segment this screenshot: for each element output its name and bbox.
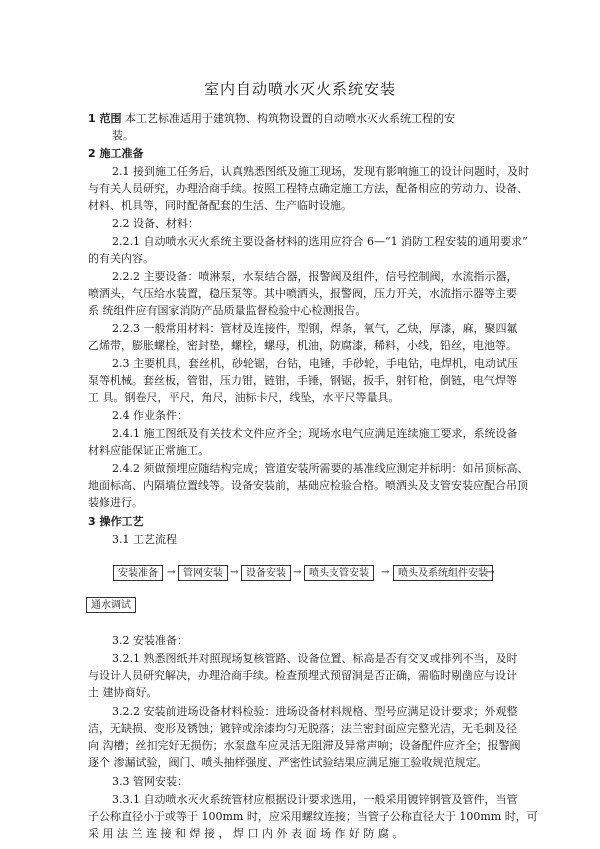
paragraph-3-2-1-line-2: 与设计人员研究解决，办理洽商手续。检查预埋式预留洞是否正确，需临时剔凿应与设计 xyxy=(88,669,517,682)
paragraph-2-3-line-1: 2.3 主要机具，套丝机，砂轮锯，台钻，电锤，手砂轮，手电钻，电焊机，电动试压 xyxy=(112,357,518,370)
paragraph-2-3-line-2: 泵等机械。套丝板，管钳，压力钳，链钳，手锤，钢锯，扳手，射钉枪，倒链，电气焊等 xyxy=(88,374,517,387)
section-2-heading: 2 施工准备 xyxy=(88,147,144,160)
paragraph-2-4-2-line-2: 地面标高、内隔墙位置线等。设备安装前，基础应检验合格。喷洒头及支管安装应配合吊顶 xyxy=(88,479,528,492)
flow-step-components: 喷头及系统组件安装 xyxy=(393,565,493,581)
paragraph-2-4: 2.4 作业条件： xyxy=(112,409,188,422)
paragraph-2-4-1-line-2: 材料应能保证正常施工。 xyxy=(88,444,209,457)
paragraph-3-3-1-line-1: 3.3.1 自动喷水灭火系统管材应根据设计要求选用，一般采用镀锌钢管及管件，当管 xyxy=(112,793,518,806)
flow-step-branch-pipe: 喷头支管安装 xyxy=(304,565,374,581)
flow-step-prepare: 安装准备 xyxy=(113,565,163,581)
section-1-label: 1 范围 xyxy=(88,112,122,125)
paragraph-2-2-3-line-2: 乙烯带，膨胀螺栓，密封垫，螺栓，螺母，机油，防腐漆，稀料，小线，铅丝，电池等。 xyxy=(88,339,517,352)
section-1-text: 本工艺标准适用于建筑物、构筑物设置的自动喷水灭火系统工程的安 xyxy=(124,112,455,125)
section-1-line-1 xyxy=(88,110,518,128)
paragraph-3-3-1-line-3: 采 用 法 兰 连 接 和 焊 接 ， 焊 口 内 外 表 面 场 作 好 防 腐 。 xyxy=(88,827,404,840)
paragraph-2-2-2-line-2: 喷洒头，气压给水装置，稳压泵等。其中喷洒头，报警阀，压力开关，水流指示器等主要 xyxy=(88,287,517,300)
flow-step-equipment: 设备安装 xyxy=(241,565,291,581)
paragraph-3-2-1-line-3: 土 建协商好。 xyxy=(88,686,158,699)
paragraph-3-2-2-line-2: 洁，无缺损、变形及锈蚀；镀锌或涂漆均匀无脱落；法兰密封面应完整光洁，无毛刺及径 xyxy=(88,722,517,735)
paragraph-3-2: 3.2 安装准备： xyxy=(112,634,188,647)
paragraph-2-2: 2.2 设备、材料： xyxy=(112,217,199,230)
paragraph-3-2-2-line-3: 向 沟槽；丝扣完好无损伤；水泵盘车应灵活无阻滞及异常声响；设备配件应齐全；报警阀 xyxy=(88,739,521,752)
paragraph-2-1-line-1: 2.1 接到施工任务后，认真熟悉图纸及施工现场，发现有影响施工的设计问题时，及时 xyxy=(112,165,529,178)
section-3-heading: 3 操作工艺 xyxy=(88,515,144,528)
paragraph-2-1-line-3: 材料、机具等，同时配备配套的生活、生产临时设施。 xyxy=(88,199,352,212)
flow-arrow-2: → xyxy=(230,567,239,578)
paragraph-3-3-1-line-2: 子公称直径小于或等于 100mm 时，应采用螺纹连接；当管子公称直径大于 100mm 时，可 xyxy=(88,810,538,823)
paragraph-2-2-2-line-3: 系 统组件应有国家消防产品质量监督检验中心检测报告。 xyxy=(88,304,367,317)
paragraph-2-2-3-line-1: 2.2.3 一般常用材料：管材及连接件，型钢，焊条，氧气，乙炔，厚漆，麻，聚四氟 xyxy=(112,322,518,335)
flow-arrow-4: → xyxy=(381,567,390,578)
paragraph-3-1: 3.1 工艺流程 xyxy=(112,533,177,546)
flow-step-pipe-network: 管网安装 xyxy=(178,565,228,581)
paragraph-2-2-2-line-1: 2.2.2 主要设备：喷淋泵，水泵结合器，报警阀及组件，信号控制阀，水流指示器， xyxy=(112,270,518,283)
flow-arrow-5: → xyxy=(486,567,495,578)
paragraph-3-3: 3.3 管网安装： xyxy=(112,775,188,788)
paragraph-2-3-line-3: 工 具。钢卷尺，平尺，角尺，油标卡尺，线坠，水平尺等量具。 xyxy=(88,391,400,404)
paragraph-2-4-2-line-3: 装修进行。 xyxy=(88,496,143,509)
flow-arrow-3: → xyxy=(293,567,302,578)
flow-arrow-1: → xyxy=(167,567,176,578)
section-1-line-2: 装。 xyxy=(112,129,134,142)
paragraph-2-1-line-2: 与有关人员研究，办理洽商手续。按照工程特点确定施工方法，配备相应的劳动力、设备、 xyxy=(88,182,528,195)
document-title: 室内自动喷水灭火系统安装 xyxy=(203,80,396,98)
paragraph-2-2-1-line-2: 的有关内容。 xyxy=(88,252,154,265)
paragraph-3-2-2-line-1: 3.2.2 安装前进场设备材料检验：进场设备材料规格、型号应满足设计要求；外观整 xyxy=(112,705,518,718)
paragraph-2-4-1-line-1: 2.4.1 施工图纸及有关技术文件应齐全；现场水电气应满足连续施工要求，系统设备 xyxy=(112,427,518,440)
paragraph-3-2-1-line-1: 3.2.1 熟悉图纸并对照现场复核管路、设备位置、标高是否有交叉或排列不当，及时 xyxy=(112,652,518,665)
paragraph-3-2-2-line-4: 逐个 渗漏试验，阀门、喷头抽样强度、严密性试验结果应满足施工验收规范规定。 xyxy=(88,756,488,769)
flow-step-water-test: 通水调试 xyxy=(86,597,136,613)
paragraph-2-2-1-line-1: 2.2.1 自动喷水灭火系统主要设备材料的选用应符合 6—“1 消防工程安装的通用要求” xyxy=(112,235,528,248)
paragraph-2-4-2-line-1: 2.4.2 须做预埋应随结构完成；管道安装所需要的基准线应测定并标明：如吊顶标高、 xyxy=(112,462,529,475)
